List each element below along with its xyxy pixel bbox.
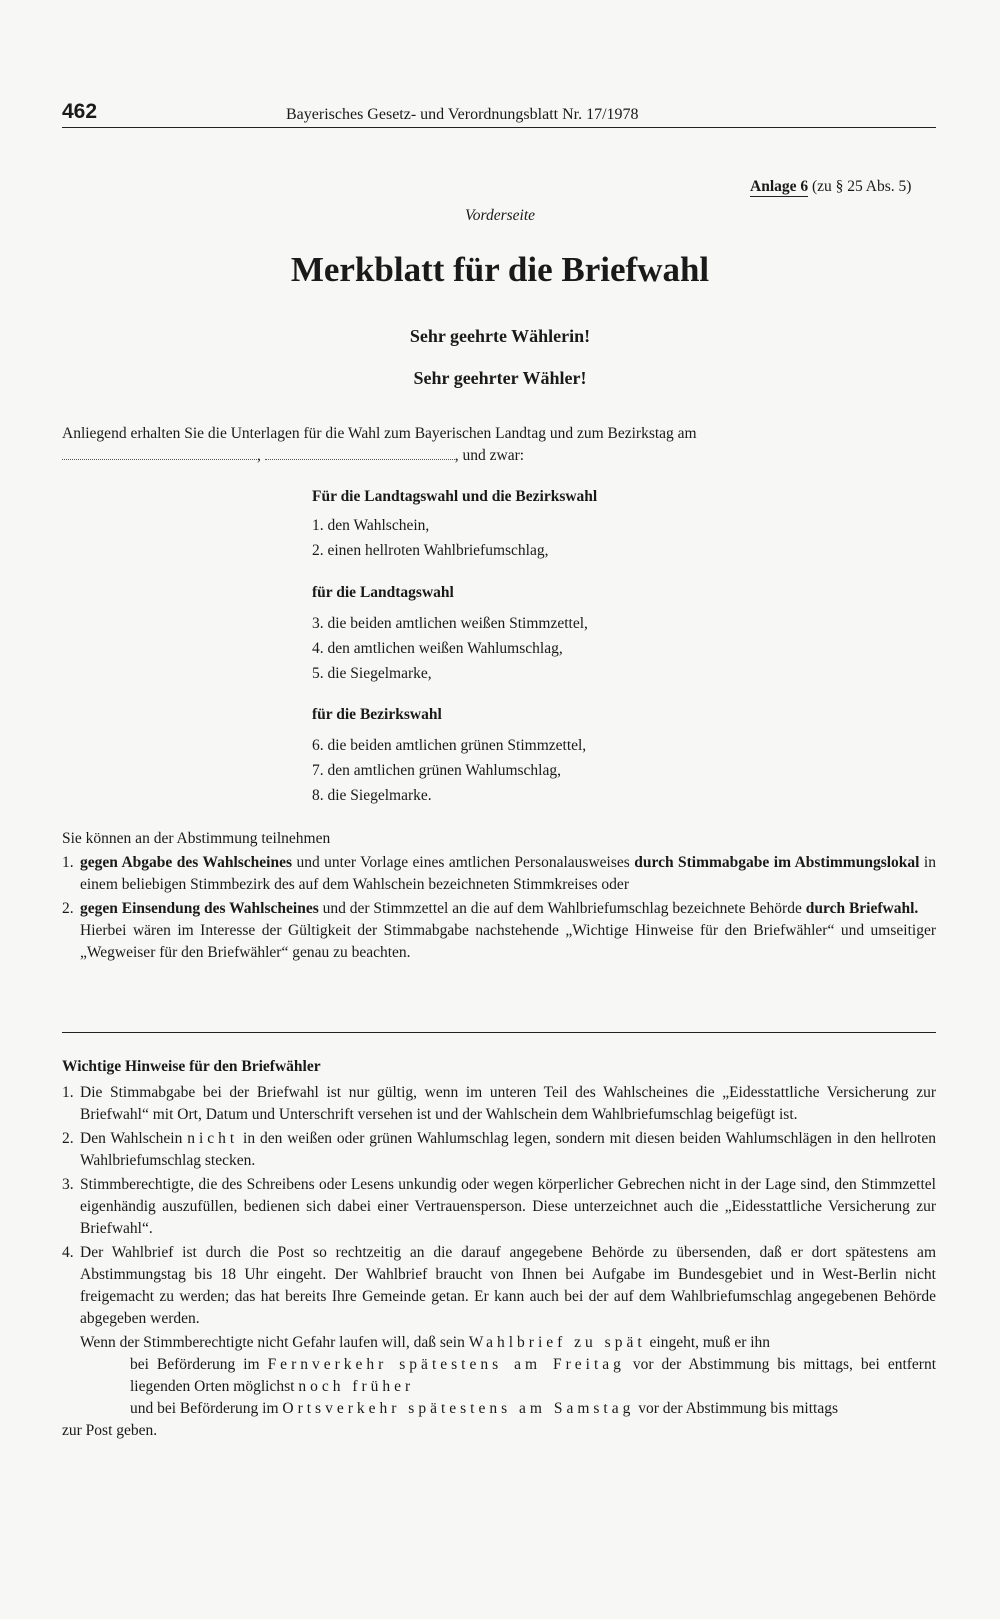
item-number: 4.	[62, 1244, 74, 1261]
bold-phrase: gegen Einsendung des Wahlscheines	[80, 900, 319, 917]
list-item: 2. einen hellroten Wahlbriefumschlag,	[312, 542, 549, 559]
section-divider	[62, 1032, 936, 1033]
list-item: 1. den Wahlschein,	[312, 517, 430, 534]
participation-options	[62, 852, 936, 966]
item-text: und unter Vorlage eines amtlichen Personalausweises	[292, 854, 635, 871]
participation-lead: Sie können an der Abstimmung teilnehmen	[62, 830, 331, 847]
side-label: Vorderseite	[464, 207, 536, 224]
intro-paragraph	[62, 423, 936, 467]
group-heading: Für die Landtagswahl und die Bezirkswahl	[312, 488, 598, 505]
note-text: vor der Abstimmung bis mittags, bei entfernt liegenden Orten möglichst	[130, 1356, 937, 1395]
list-item: 7. den amtlichen grünen Wahlumschlag,	[312, 762, 561, 779]
note-text: und bei Beförderung im	[130, 1400, 283, 1417]
note-text: bei Beförderung im	[130, 1356, 268, 1373]
item-text: Stimmberechtigte, die des Schreibens oder Lesens unkundig oder wegen körperlicher Gebrechen nicht in der Lage sind, den Stimmzettel eigenhändig auszufüllen, bedienen sich dabei einer Vertrauensperson. Diese unterzeichnet auch die „Eidesstattliche Versicherung zur Briefwahl“.	[80, 1176, 936, 1237]
note-text: vor der Abstimmung bis mittags	[634, 1400, 839, 1417]
spaced-emphasis: Wahlbrief zu spät	[468, 1334, 646, 1351]
section-title: Wichtige Hinweise für den Briefwähler	[62, 1058, 321, 1075]
note-text: eingeht, muß er ihn	[645, 1334, 771, 1351]
fernverkehr-note	[62, 1354, 936, 1398]
item-note: Hierbei wären im Interesse der Gültigkeit der Stimmabgabe nachstehende „Wichtige Hinweise für den Briefwähler“ und umseitiger „Wegweiser für den Briefwähler“ genau zu beachten.	[80, 922, 936, 961]
group-heading: für die Landtagswahl	[312, 584, 454, 601]
item-number: 2.	[62, 1130, 74, 1147]
intro-end: , und zwar:	[454, 447, 525, 464]
header-rule	[62, 127, 936, 128]
date-blank-2	[265, 447, 455, 460]
intro-separator: ,	[257, 447, 261, 464]
item-text: Den Wahlschein	[80, 1130, 188, 1147]
note-text: Wenn der Stimmberechtigte nicht Gefahr laufen will, daß sein	[80, 1334, 469, 1351]
journal-title: Bayerisches Gesetz- und Verordnungsblatt Nr. 17/1978	[286, 106, 639, 123]
list-item	[62, 1242, 936, 1330]
list-item	[62, 898, 936, 964]
annex-label: Anlage 6	[750, 178, 809, 195]
annex-reference	[750, 178, 911, 196]
bold-phrase: gegen Abgabe des Wahlscheines	[80, 854, 293, 871]
item-text: und der Stimmzettel an die auf dem Wahlbriefumschlag bezeichnete Behörde	[318, 900, 806, 917]
list-item: 3. die beiden amtlichen weißen Stimmzettel,	[312, 615, 588, 632]
bold-phrase: durch Briefwahl.	[805, 900, 919, 917]
list-item	[62, 852, 936, 896]
group-heading: für die Bezirkswahl	[312, 706, 442, 723]
spaced-emphasis: Fernverkehr spätestens am Freitag	[267, 1356, 625, 1373]
greeting-female: Sehr geehrte Wählerin!	[409, 326, 591, 346]
list-item: 8. die Siegelmarke.	[312, 787, 432, 804]
page-title: Merkblatt für die Briefwahl	[290, 250, 710, 289]
intro-text: Anliegend erhalten Sie die Unterlagen für die Wahl zum Bayerischen Landtag und zum Bezirkstag am	[62, 425, 697, 442]
item-text: in einem beliebigen Stimmbezirk des auf dem Wahlschein bezeichneten Stimmkreises oder	[80, 854, 936, 893]
item-text: Der Wahlbrief ist durch die Post so rechtzeitig an die darauf angegebene Behörde zu übersenden, daß er dort spätestens am Abstimmungstag bis 18 Uhr eingeht. Der Wahlbrief braucht von Ihnen bei Aufgabe im Bundesgebiet und in West-Berlin nicht freigemacht zu werden; das hat bereits Ihre Gemeinde getan. Er kann auch bei der auf dem Wahlbriefumschlag angegebenen Behörde abgegeben werden.	[80, 1244, 936, 1327]
item-number: 1.	[62, 1084, 74, 1101]
item-number: 2.	[62, 900, 74, 917]
spaced-emphasis: Ortsverkehr spätestens am Samstag	[282, 1400, 635, 1417]
bold-phrase: durch Stimmabgabe im Abstimmungslokal	[634, 854, 920, 871]
item-text: in den weißen oder grünen Wahlumschlag legen, sondern mit diesen beiden Wahlumschlägen in den hellroten Wahlbriefumschlag stecken.	[80, 1130, 936, 1169]
list-item: 6. die beiden amtlichen grünen Stimmzettel,	[312, 737, 587, 754]
ortsverkehr-note	[62, 1398, 936, 1420]
item-text: Die Stimmabgabe bei der Briefwahl ist nur gültig, wenn im unteren Teil des Wahlscheines die „Eidesstattliche Versicherung zur Briefwahl“ mit Ort, Datum und Unterschrift versehen ist und der Wahlschein dem Wahlbriefumschlag beigefügt ist.	[80, 1084, 936, 1123]
list-item	[62, 1174, 936, 1240]
greeting-male: Sehr geehrter Wähler!	[413, 368, 587, 388]
list-item	[62, 1082, 936, 1126]
hinweise-list	[62, 1082, 936, 1442]
spaced-emphasis: nicht	[187, 1130, 239, 1147]
annex-citation: (zu § 25 Abs. 5)	[808, 178, 912, 195]
spaced-emphasis: noch früher	[298, 1378, 415, 1395]
list-item	[62, 1128, 936, 1172]
list-item: 5. die Siegelmarke,	[312, 665, 432, 682]
list-item: 4. den amtlichen weißen Wahlumschlag,	[312, 640, 563, 657]
closing-line: zur Post geben.	[62, 1422, 158, 1439]
date-blank-1	[62, 447, 257, 460]
page-number: 462	[62, 100, 98, 123]
item-number: 1.	[62, 854, 74, 871]
item-number: 3.	[62, 1176, 74, 1193]
mailing-note	[62, 1332, 936, 1354]
